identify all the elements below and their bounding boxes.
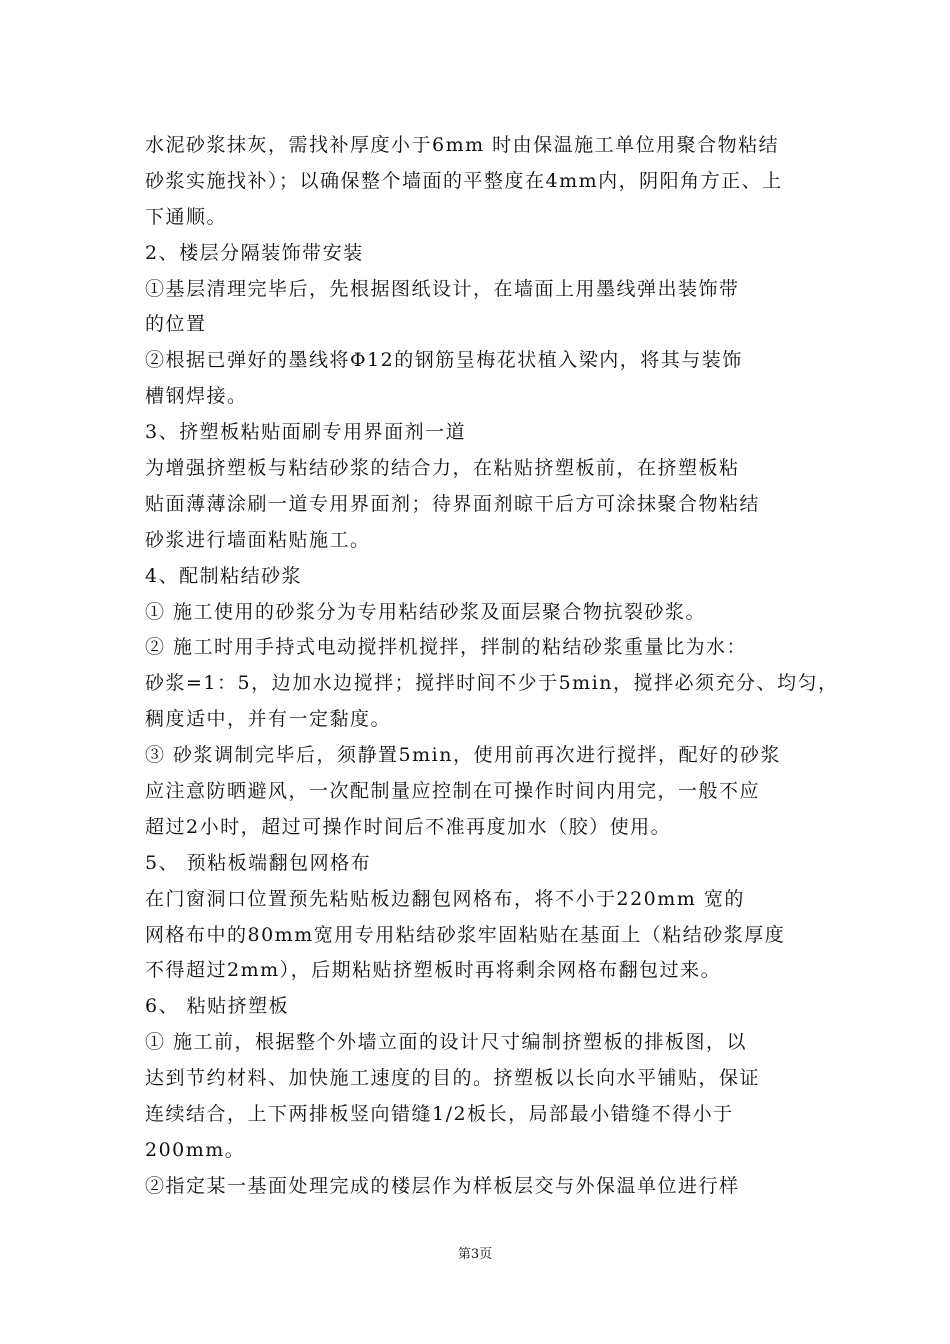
body-text — [145, 128, 839, 1205]
text-line: ① 施工前，根据整个外墙立面的设计尺寸编制挤塑板的排板图，以 — [145, 1031, 748, 1054]
section-heading: 5、 预粘板端翻包网格布 — [145, 851, 372, 874]
section-heading: 6、 粘贴挤塑板 — [145, 995, 290, 1018]
text-line: 在门窗洞口位置预先粘贴板边翻包网格布，将不小于220mm 宽的 — [145, 887, 745, 910]
text-line: 为增强挤塑板与粘结砂浆的结合力，在粘贴挤塑板前，在挤塑板粘 — [145, 457, 740, 480]
text-line: ③ 砂浆调制完毕后，须静置5min，使用前再次进行搅拌，配好的砂浆 — [145, 744, 781, 767]
text-line: ①基层清理完毕后，先根据图纸设计，在墙面上用墨线弹出装饰带 — [145, 277, 740, 300]
text-line: 稠度适中，并有一定黏度。 — [145, 708, 392, 731]
text-line: 200mm。 — [145, 1138, 246, 1161]
text-line: 槽钢焊接。 — [145, 385, 248, 408]
text-line: 不得超过2mm），后期粘贴挤塑板时再将剩余网格布翻包过来。 — [145, 959, 722, 982]
text-line: 砂浆进行墙面粘贴施工。 — [145, 528, 371, 551]
section-heading: 4、配制粘结砂浆 — [145, 564, 303, 587]
page-number: 第3页 — [457, 1247, 493, 1262]
text-line: ① 施工使用的砂浆分为专用粘结砂浆及面层聚合物抗裂砂浆。 — [145, 600, 707, 623]
text-line: 下通顺。 — [145, 205, 228, 228]
text-line: 连续结合，上下两排板竖向错缝1/2板长，局部最小错缝不得小于 — [145, 1103, 734, 1126]
text-line: 应注意防晒避风，一次配制量应控制在可操作时间内用完，一般不应 — [145, 780, 761, 803]
text-line: 贴面薄薄涂刷一道专用界面剂；待界面剂晾干后方可涂抹聚合物粘结 — [145, 492, 761, 515]
section-heading: 3、挤塑板粘贴面刷专用界面剂一道 — [145, 421, 467, 444]
section-heading: 2、楼层分隔装饰带安装 — [145, 241, 364, 264]
text-line: ②指定某一基面处理完成的楼层作为样板层交与外保温单位进行样 — [145, 1174, 740, 1197]
text-line: ②根据已弹好的墨线将Φ12的钢筋呈梅花状植入梁内，将其与装饰 — [145, 349, 743, 372]
text-line: 砂浆实施找补）；以确保整个墙面的平整度在4mm内，阴阳角方正、上 — [145, 169, 783, 192]
text-line: ② 施工时用手持式电动搅拌机搅拌，拌制的粘结砂浆重量比为水： — [145, 636, 748, 659]
text-line: 超过2小时，超过可操作时间后不准再度加水（胶）使用。 — [145, 815, 672, 838]
text-line: 达到节约材料、加快施工速度的目的。挤塑板以长向水平铺贴，保证 — [145, 1067, 761, 1090]
text-line: 的位置 — [145, 313, 207, 336]
text-line: 砂浆=1：5，边加水边搅拌；搅拌时间不少于5min，搅拌必须充分、均匀， — [145, 672, 839, 695]
text-line: 网格布中的80mm宽用专用粘结砂浆牢固粘贴在基面上（粘结砂浆厚度 — [145, 923, 786, 946]
text-line: 水泥砂浆抹灰，需找补厚度小于6mm 时由保温施工单位用聚合物粘结 — [145, 134, 780, 156]
